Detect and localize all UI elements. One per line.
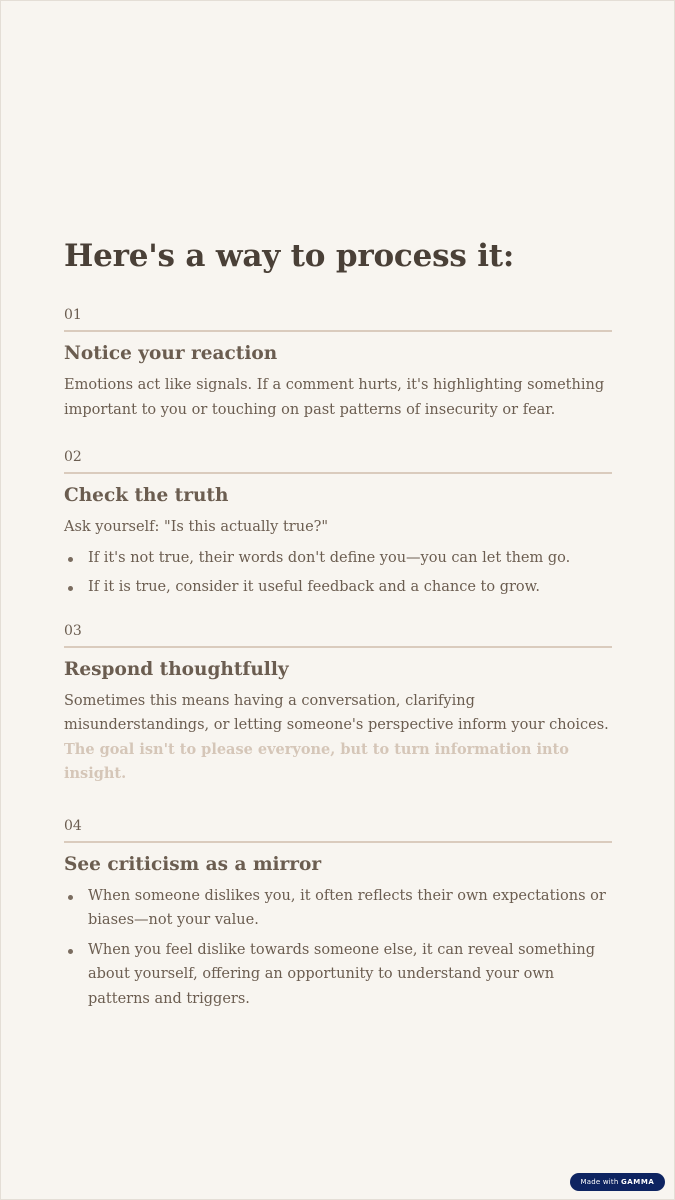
step-title: Check the truth — [64, 485, 229, 506]
list-item-text: If it's not true, their words don't define you—you can let them go. — [88, 549, 571, 566]
list-item — [64, 575, 612, 600]
highlight-text: The goal isn't to please everyone, but to turn information into insight. — [64, 740, 569, 782]
step-title: Respond thoughtfully — [64, 658, 289, 680]
bullet-icon — [68, 949, 73, 954]
bullet-icon — [68, 586, 73, 591]
main-content — [64, 236, 612, 1016]
list-item-text: When someone dislikes you, it often reflects their own expectations or biases—not your value. — [88, 887, 606, 928]
list-item-text: When you feel dislike towards someone else, it can reveal something about yourself, offering an opportunity to understand your own patterns and triggers. — [88, 941, 596, 1007]
step-title: See criticism as a mirror — [64, 853, 322, 875]
step-divider — [64, 646, 612, 648]
step-divider — [64, 841, 612, 843]
bullet-list — [64, 546, 612, 600]
step-3 — [64, 622, 612, 787]
bullet-icon — [68, 895, 73, 900]
step-number: 03 — [64, 622, 82, 639]
badge-prefix: Made with — [580, 1178, 619, 1186]
list-item-text: If it is true, consider it useful feedback and a chance to grow. — [88, 579, 540, 595]
list-item — [64, 546, 612, 571]
step-title: Notice your reaction — [64, 343, 278, 364]
made-with-gamma-badge[interactable] — [570, 1173, 665, 1191]
bullet-list — [64, 884, 612, 1012]
step-number: 01 — [64, 307, 82, 323]
page-title: Here's a way to process it: — [64, 238, 515, 274]
step-4 — [64, 817, 612, 1012]
step-body-text: Sometimes this means having a conversation, clarifying misunderstandings, or letting someone's perspective inform your choices. — [64, 692, 609, 733]
step-body — [64, 689, 612, 787]
step-1 — [64, 306, 612, 422]
step-divider — [64, 330, 612, 332]
gamma-logo: GAMMA — [620, 1178, 655, 1186]
step-body: Emotions act like signals. If a comment hurts, it's highlighting something important to you or touching on past patterns of insecurity or fear. — [64, 377, 605, 418]
step-number: 04 — [64, 817, 82, 834]
step-body: Ask yourself: "Is this actually true?" — [64, 519, 329, 535]
list-item — [64, 938, 612, 1012]
step-2 — [64, 448, 612, 600]
step-number: 02 — [64, 449, 82, 465]
bullet-icon — [68, 557, 73, 562]
step-divider — [64, 472, 612, 474]
list-item — [64, 884, 612, 933]
